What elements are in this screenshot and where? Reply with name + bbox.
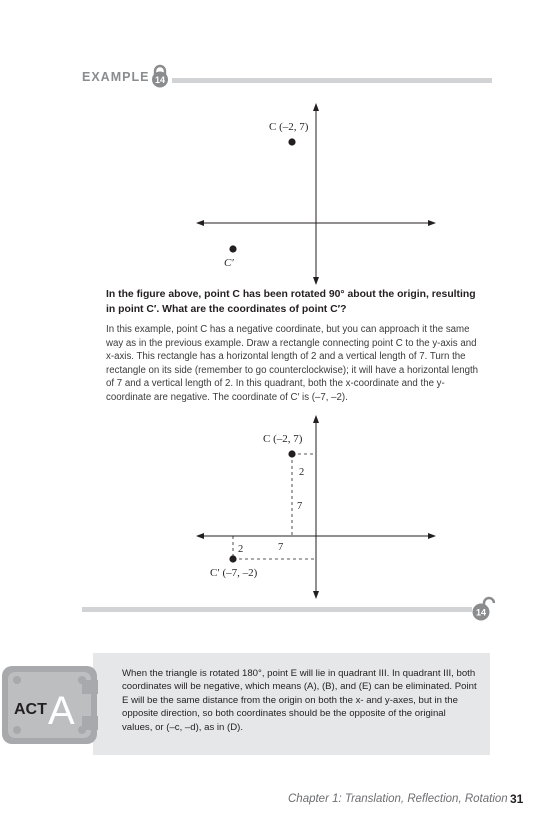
fig1-point-c-prime [229,245,236,252]
fig1-x-arrow-right [428,220,436,226]
fig2-label-7-vertical: 7 [297,501,303,512]
fig1-y-arrow-up [313,103,319,111]
lock-badge-end-icon [471,596,495,622]
example-label: EXAMPLE [82,70,150,84]
explanation-text: In this example, point C has a negative coordinate, but you can approach it the same way as in the previous example. Draw a rectangle connecting point C to the y-axis and x-axis. This rectangle has a horizontal length of 2 and a vertical length of 7. Turn the rectangle on its side (remember to go counterclockwise); it will have a horizontal length of 7 and a vertical length of 2. In this quadrant, both the x-coordinate and the y-coordinate are negative. The coordinate of C′ is (–7, –2). [106,324,479,403]
fig1-y-arrow-down [313,277,319,285]
fig2-label-7-horizontal: 7 [278,542,284,553]
lock-badge-icon [150,64,170,88]
fig2-point-c-prime-label: C′ (–7, –2) [210,567,258,579]
fig2-y-arrow-up [313,415,319,423]
fig2-x-arrow-left [196,533,204,539]
act-answer-text: When the triangle is rotated 180°, point E will lie in quadrant III. In quadrant III, both coordinates will be negative, which means (A), (B), and (E) can be eliminated. Point E will be the same distance from the origin on both the x- and y-axes, but in the opposite direction, so both coordinates should be the opposite of the original values, or (–c, –d), as in (D). [122,668,477,733]
lock-badge-number: 14 [154,75,166,85]
chapter-footer: Chapter 1: Translation, Reflection, Rotation [288,793,508,805]
question-text: In the figure above, point C has been rotated 90° about the origin, resulting in point C′. What are the coordinates of point C′? [106,289,476,315]
figure-1 [190,100,440,285]
act-lock-logo-icon [0,660,120,750]
fig1-x-arrow-left [196,220,204,226]
page-number: 31 [510,792,524,806]
lock-badge-end-number: 14 [475,607,487,618]
fig2-label-2-top: 2 [299,467,305,478]
footer-rule [82,607,472,612]
figure-2 [190,412,440,602]
fig2-label-2-bottom: 2 [238,544,244,555]
fig2-x-arrow-right [428,533,436,539]
fig2-point-c [288,450,295,457]
fig1-point-c-label: C (–2, 7) [269,121,309,133]
header-rule [172,78,492,83]
fig2-y-arrow-down [313,591,319,599]
act-logo-letter: A [48,689,75,733]
act-logo-text: ACT [14,701,47,718]
fig2-point-c-prime [229,555,236,562]
fig2-point-c-label: C (–2, 7) [263,433,303,445]
fig1-point-c [288,138,295,145]
fig1-point-c-prime-label: C′ [224,257,234,269]
